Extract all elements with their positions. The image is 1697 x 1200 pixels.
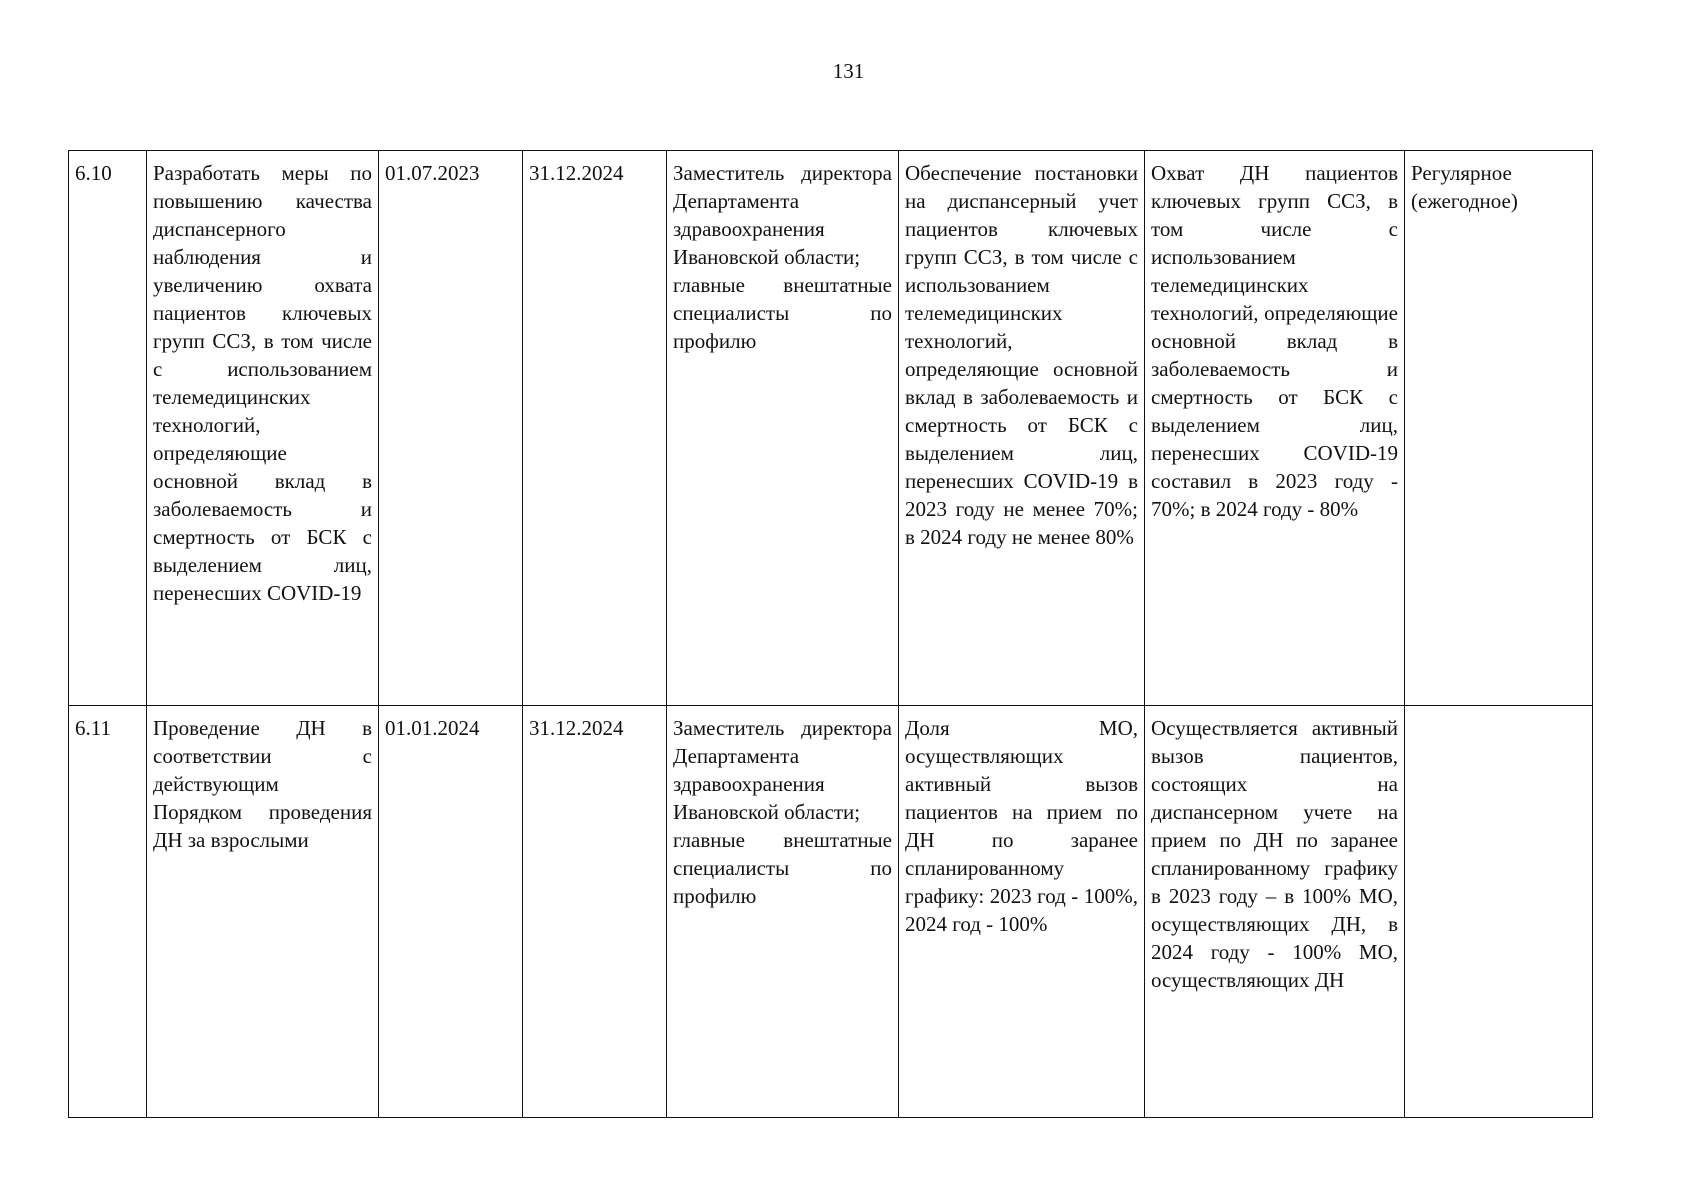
row-number: 6.11 xyxy=(75,716,111,740)
start-date: 01.07.2023 xyxy=(385,161,480,185)
start-date: 01.01.2024 xyxy=(385,716,480,740)
indicator-cell xyxy=(899,151,1145,706)
responsible-cell xyxy=(667,706,899,1118)
table-row xyxy=(69,151,1593,706)
event-text: Проведение ДН в соответствии с действующим Порядком проведения ДН за взрослыми xyxy=(153,716,372,852)
page-number: 131 xyxy=(832,59,865,83)
indicator-cell xyxy=(899,706,1145,1118)
frequency-text: Регулярное (ежегодное) xyxy=(1411,161,1518,213)
start-date-cell xyxy=(379,151,523,706)
event-text: Разработать меры по повышению качества диспансерного наблюдения и увеличению охвата пациентов ключевых групп ССЗ, в том числе с использованием телемедицинских технологий, определяющие основной вклад в заболеваемость и смертность от БСК с выделением лиц, перенесших COVID-19 xyxy=(153,161,372,605)
result-text: Охват ДН пациентов ключевых групп ССЗ, в том числе с использованием телемедицинских технологий, определяющие основной вклад в заболеваемость и смертность от БСК с выделением лиц, перенесших COVID-19 составил в 2023 году - 70%; в 2024 году - 80% xyxy=(1151,161,1398,521)
responsible-text: Заместитель директора Департамента здравоохранения Ивановской области; главные внештатные специалисты по профилю xyxy=(673,716,892,908)
frequency-cell xyxy=(1405,706,1593,1118)
end-date: 31.12.2024 xyxy=(529,716,624,740)
indicator-text: Доля МО, осуществляющих активный вызов пациентов на прием по ДН по заранее спланированному графику: 2023 год - 100%, 2024 год - 100% xyxy=(905,716,1138,936)
start-date-cell xyxy=(379,706,523,1118)
end-date: 31.12.2024 xyxy=(529,161,624,185)
end-date-cell xyxy=(523,151,667,706)
row-number: 6.10 xyxy=(75,161,112,185)
event-cell xyxy=(147,151,379,706)
frequency-cell xyxy=(1405,151,1593,706)
end-date-cell xyxy=(523,706,667,1118)
table-row xyxy=(69,706,1593,1118)
responsible-cell xyxy=(667,151,899,706)
row-number-cell xyxy=(69,151,147,706)
indicator-text: Обеспечение постановки на диспансерный учет пациентов ключевых групп ССЗ, в том числе с использованием телемедицинских технологий, определяющие основной вклад в заболеваемость и смертность от БСК с выделением лиц, перенесших COVID-19 в 2023 году не менее 70%; в 2024 году не менее 80% xyxy=(905,161,1138,549)
result-text: Осуществляется активный вызов пациентов, состоящих на диспансерном учете на прием по ДН по заранее спланированному графику в 2023 году – в 100% МО, осуществляющих ДН, в 2024 году - 100% МО, осуществляющих ДН xyxy=(1151,716,1398,992)
result-cell xyxy=(1145,151,1405,706)
result-cell xyxy=(1145,706,1405,1118)
event-cell xyxy=(147,706,379,1118)
row-number-cell xyxy=(69,706,147,1118)
responsible-text: Заместитель директора Департамента здравоохранения Ивановской области; главные внештатные специалисты по профилю xyxy=(673,161,892,353)
action-plan-table xyxy=(68,150,1593,1118)
